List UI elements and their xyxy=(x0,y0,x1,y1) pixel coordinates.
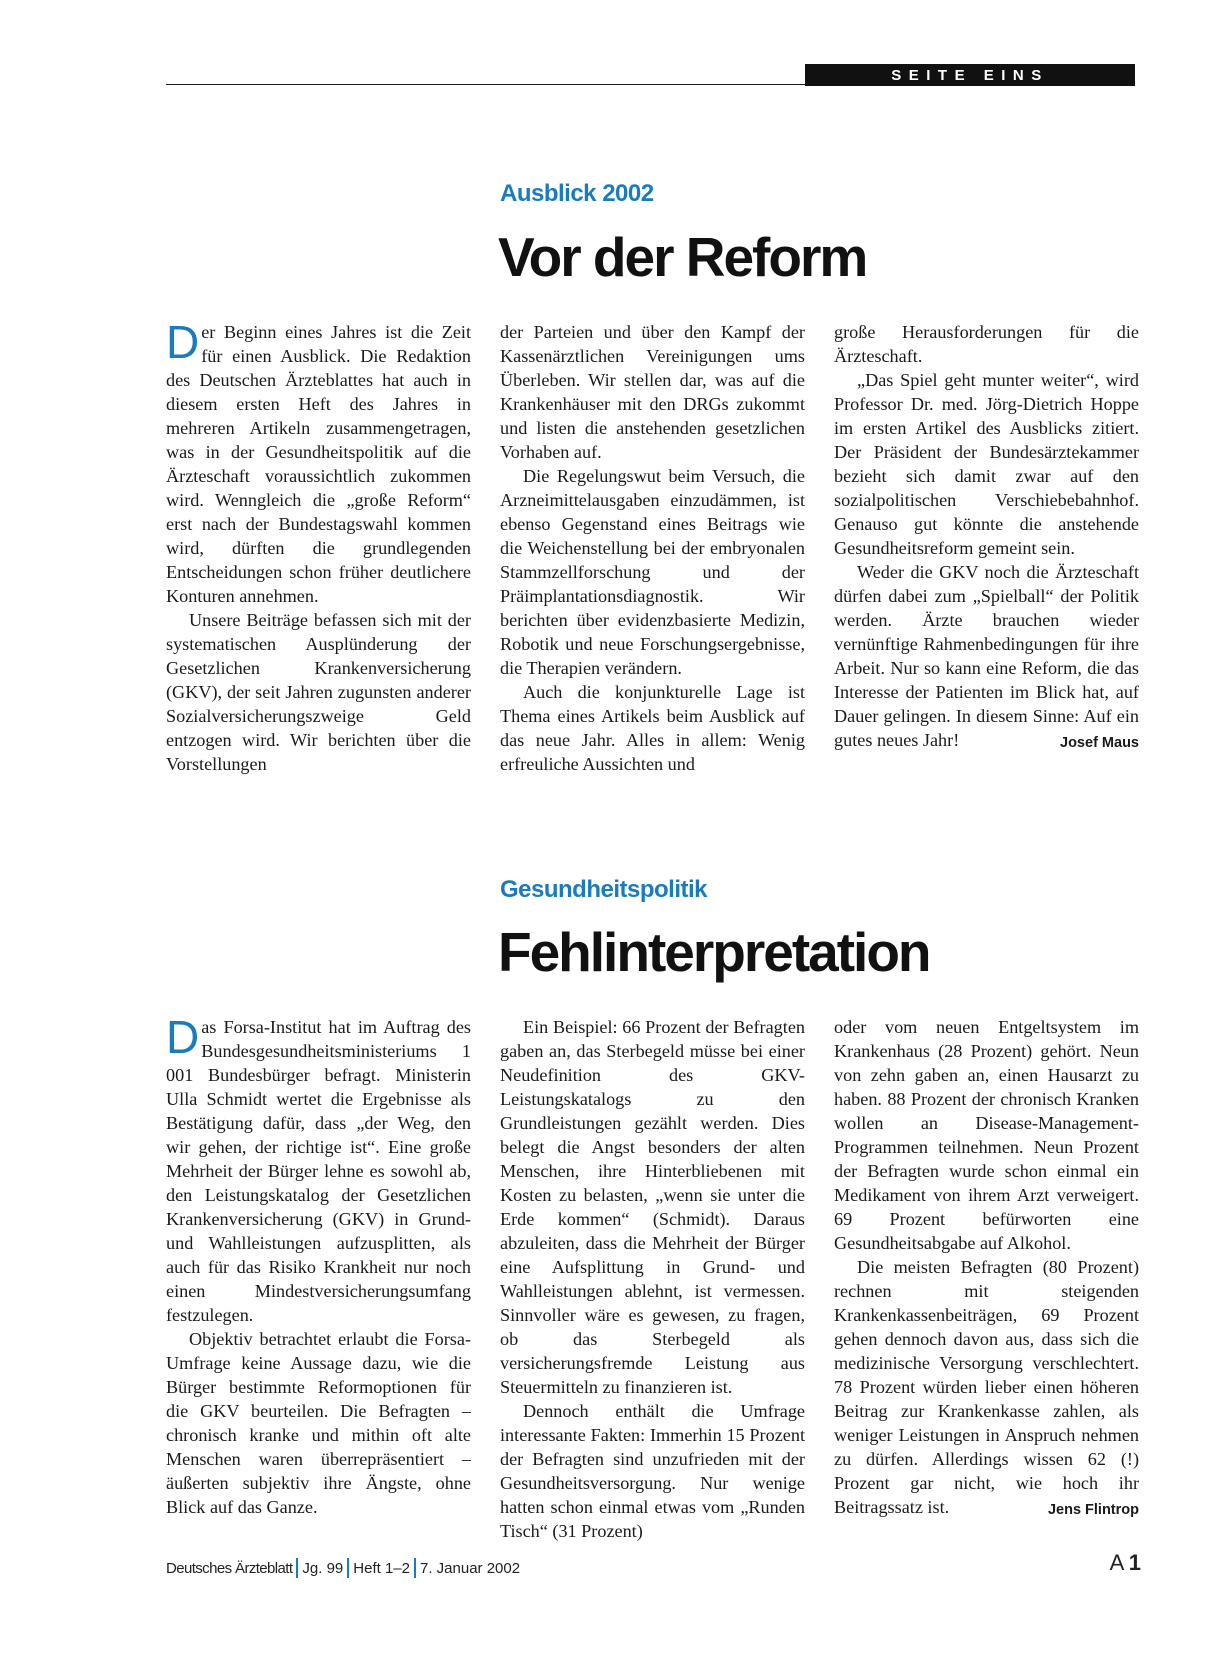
article2-kicker: Gesundheitspolitik xyxy=(500,876,708,903)
paragraph: Der Beginn eines Jahres ist die Zeit für einen Ausblick. Die Redaktion des Deutschen Ärzteblattes hat auch in diesem ersten Heft des Jahres in mehreren Artikeln zusammengetragen, was in der Gesundheitspolitik auf die Ärzteschaft voraussichtlich zukommen wird. Wenngleich die „große Reform“ erst nach der Bundestagswahl kommen wird, dürften die grundlegenden Entscheidungen schon früher deutlichere Konturen annehmen. xyxy=(166,316,471,606)
article2-column-1 xyxy=(166,1011,471,1543)
article1-author: Josef Maus xyxy=(1060,735,1139,751)
paragraph: „Das Spiel geht munter weiter“, wird Professor Dr. med. Jörg-Dietrich Hoppe im ersten Artikel des Ausblicks zitiert. Der Präsident der Bundesärztekammer bezieht sich damit zwar auf den sozialpolitischen Verschiebebahnhof. Genauso gut könnte die anstehende Gesundheitsreform gemeint sein. xyxy=(834,370,1139,558)
footer-separator xyxy=(296,1558,298,1578)
paragraph: Weder die GKV noch die Ärzteschaft dürfen dabei zum „Spielball“ der Politik werden. Ärzte brauchen wieder vernünftige Rahmenbedingungen für ihre Arbeit. Nur so kann eine Reform, die das Interesse der Patienten im Blick hat, auf Dauer gelingen. In diesem Sinne: Auf ein gutes neues Jahr! Josef Maus xyxy=(834,560,1139,752)
article1-title: Vor der Reform xyxy=(498,226,867,288)
section-label: SEITE EINS xyxy=(805,64,1135,86)
issue-date: 7. Januar 2002 xyxy=(420,1559,521,1577)
paragraph: der Parteien und über den Kampf der Kassenärztlichen Vereinigungen ums Überleben. Wir stellen dar, was auf die Krankenhäuser mit den DRGs zukommt und listen die anstehenden gesetzlichen Vorhaben auf. xyxy=(500,322,805,462)
footer-separator xyxy=(414,1558,416,1578)
page-number: A 1 xyxy=(1109,1550,1141,1575)
header-rule xyxy=(166,84,806,85)
article2-body xyxy=(166,1011,1140,1543)
article2-column-3 xyxy=(834,1015,1139,1543)
paragraph: Objektiv betrachtet erlaubt die Forsa-Umfrage keine Aussage dazu, wie die Bürger bestimmte Reformoptionen für die GKV beurteilen. Die Befragten – chronisch kranke und mithin oft alte Menschen waren überrepräsentiert – äußerten subjektiv ihre Ängste, ohne Blick auf das Ganze. xyxy=(166,1329,471,1517)
volume: Jg. 99 xyxy=(302,1559,344,1577)
issue: Heft 1–2 xyxy=(353,1559,410,1577)
paragraph: Unsere Beiträge befassen sich mit der systematischen Ausplünderung der Gesetzlichen Krankenversicherung (GKV), der seit Jahren zugunsten anderer Sozialversicherungszweige Geld entzogen wird. Wir berichten über die Vorstellungen xyxy=(166,610,471,774)
page-footer xyxy=(166,1558,520,1578)
article1-column-3 xyxy=(834,320,1139,776)
article1-kicker: Ausblick 2002 xyxy=(500,180,654,207)
footer-separator xyxy=(347,1558,349,1578)
article2-title: Fehlinterpretation xyxy=(498,921,930,983)
paragraph: Die meisten Befragten (80 Prozent) rechnen mit steigenden Krankenkassenbeiträgen, 69 Prozent gehen dennoch davon aus, dass sich die medizinische Versorgung verschlechtert. 78 Prozent würden lieber einen höheren Beitrag zur Krankenkasse zahlen, als weniger Leistungen in Anspruch nehmen zu dürfen. Allerdings wissen 62 (!) Prozent gar nicht, wie hoch ihr Beitragssatz ist. Jens Flintrop xyxy=(834,1255,1139,1519)
publication-name: Deutsches Ärzteblatt xyxy=(166,1559,293,1577)
article2-column-2 xyxy=(500,1015,805,1543)
dropcap: D xyxy=(166,316,200,368)
paragraph: Die Regelungswut beim Versuch, die Arzneimittelausgaben einzudämmen, ist ebenso Gegenstand eines Beitrags wie die Weichenstellung bei der embryonalen Stammzellforschung und der Präimplantationsdiagnostik. Wir berichten über evidenzbasierte Medizin, Robotik und neue Forschungsergebnisse, die Therapien verändern. xyxy=(500,466,805,678)
paragraph: Ein Beispiel: 66 Prozent der Befragten gaben an, das Sterbegeld müsse bei einer Neudefinition des GKV-Leistungskatalogs zu den Grundleistungen gezählt werden. Dies belegt die Angst besonders der alten Menschen, ihre Hinterbliebenen mit Kosten zu belasten, „wenn sie unter die Erde kommen“ (Schmidt). Daraus abzuleiten, dass die Mehrheit der Bürger eine Aufsplittung in Grund- und Wahlleistungen ablehnt, ist vermessen. Sinnvoller wäre es gewesen, zu fragen, ob das Sterbegeld als versicherungsfremde Leistung aus Steuermitteln zu finanzieren ist. xyxy=(500,1017,805,1397)
paragraph: große Herausforderungen für die Ärzteschaft. xyxy=(834,322,1139,366)
paragraph: Dennoch enthält die Umfrage interessante Fakten: Immerhin 15 Prozent der Befragten sind unzufrieden mit der Gesundheitsversorgung. Nur wenige hatten schon einmal etwas vom „Runden Tisch“ (31 Prozent) xyxy=(500,1401,805,1541)
paragraph: Auch die konjunkturelle Lage ist Thema eines Artikels beim Ausblick auf das neue Jahr. Alles in allem: Wenig erfreuliche Aussichten und xyxy=(500,682,805,774)
paragraph: Das Forsa-Institut hat im Auftrag des Bundesgesundheitsministeriums 1 001 Bundesbürger befragt. Ministerin Ulla Schmidt wertet die Ergebnisse als Bestätigung dafür, dass „der Weg, den wir gehen, der richtige ist“. Eine große Mehrheit der Bürger lehne es sowohl ab, den Leistungskatalog der Gesetzlichen Krankenversicherung (GKV) in Grund- und Wahlleistungen aufzusplitten, als auch für das Risiko Krankheit nur noch einen Mindestversicherungsumfang festzulegen. xyxy=(166,1011,471,1325)
paragraph: oder vom neuen Entgeltsystem im Krankenhaus (28 Prozent) gehört. Neun von zehn gaben an, einen Hausarzt zu haben. 88 Prozent der chronisch Kranken wollen an Disease-Management-Programmen teilnehmen. Neun Prozent der Befragten wurde schon einmal ein Medikament von ihrem Arzt verweigert. 69 Prozent befürworten eine Gesundheitsabgabe auf Alkohol. xyxy=(834,1017,1139,1253)
article2-author: Jens Flintrop xyxy=(1047,1502,1139,1518)
article1-body xyxy=(166,316,1140,776)
dropcap: D xyxy=(166,1011,200,1063)
article1-column-1 xyxy=(166,316,471,776)
article1-column-2 xyxy=(500,320,805,776)
